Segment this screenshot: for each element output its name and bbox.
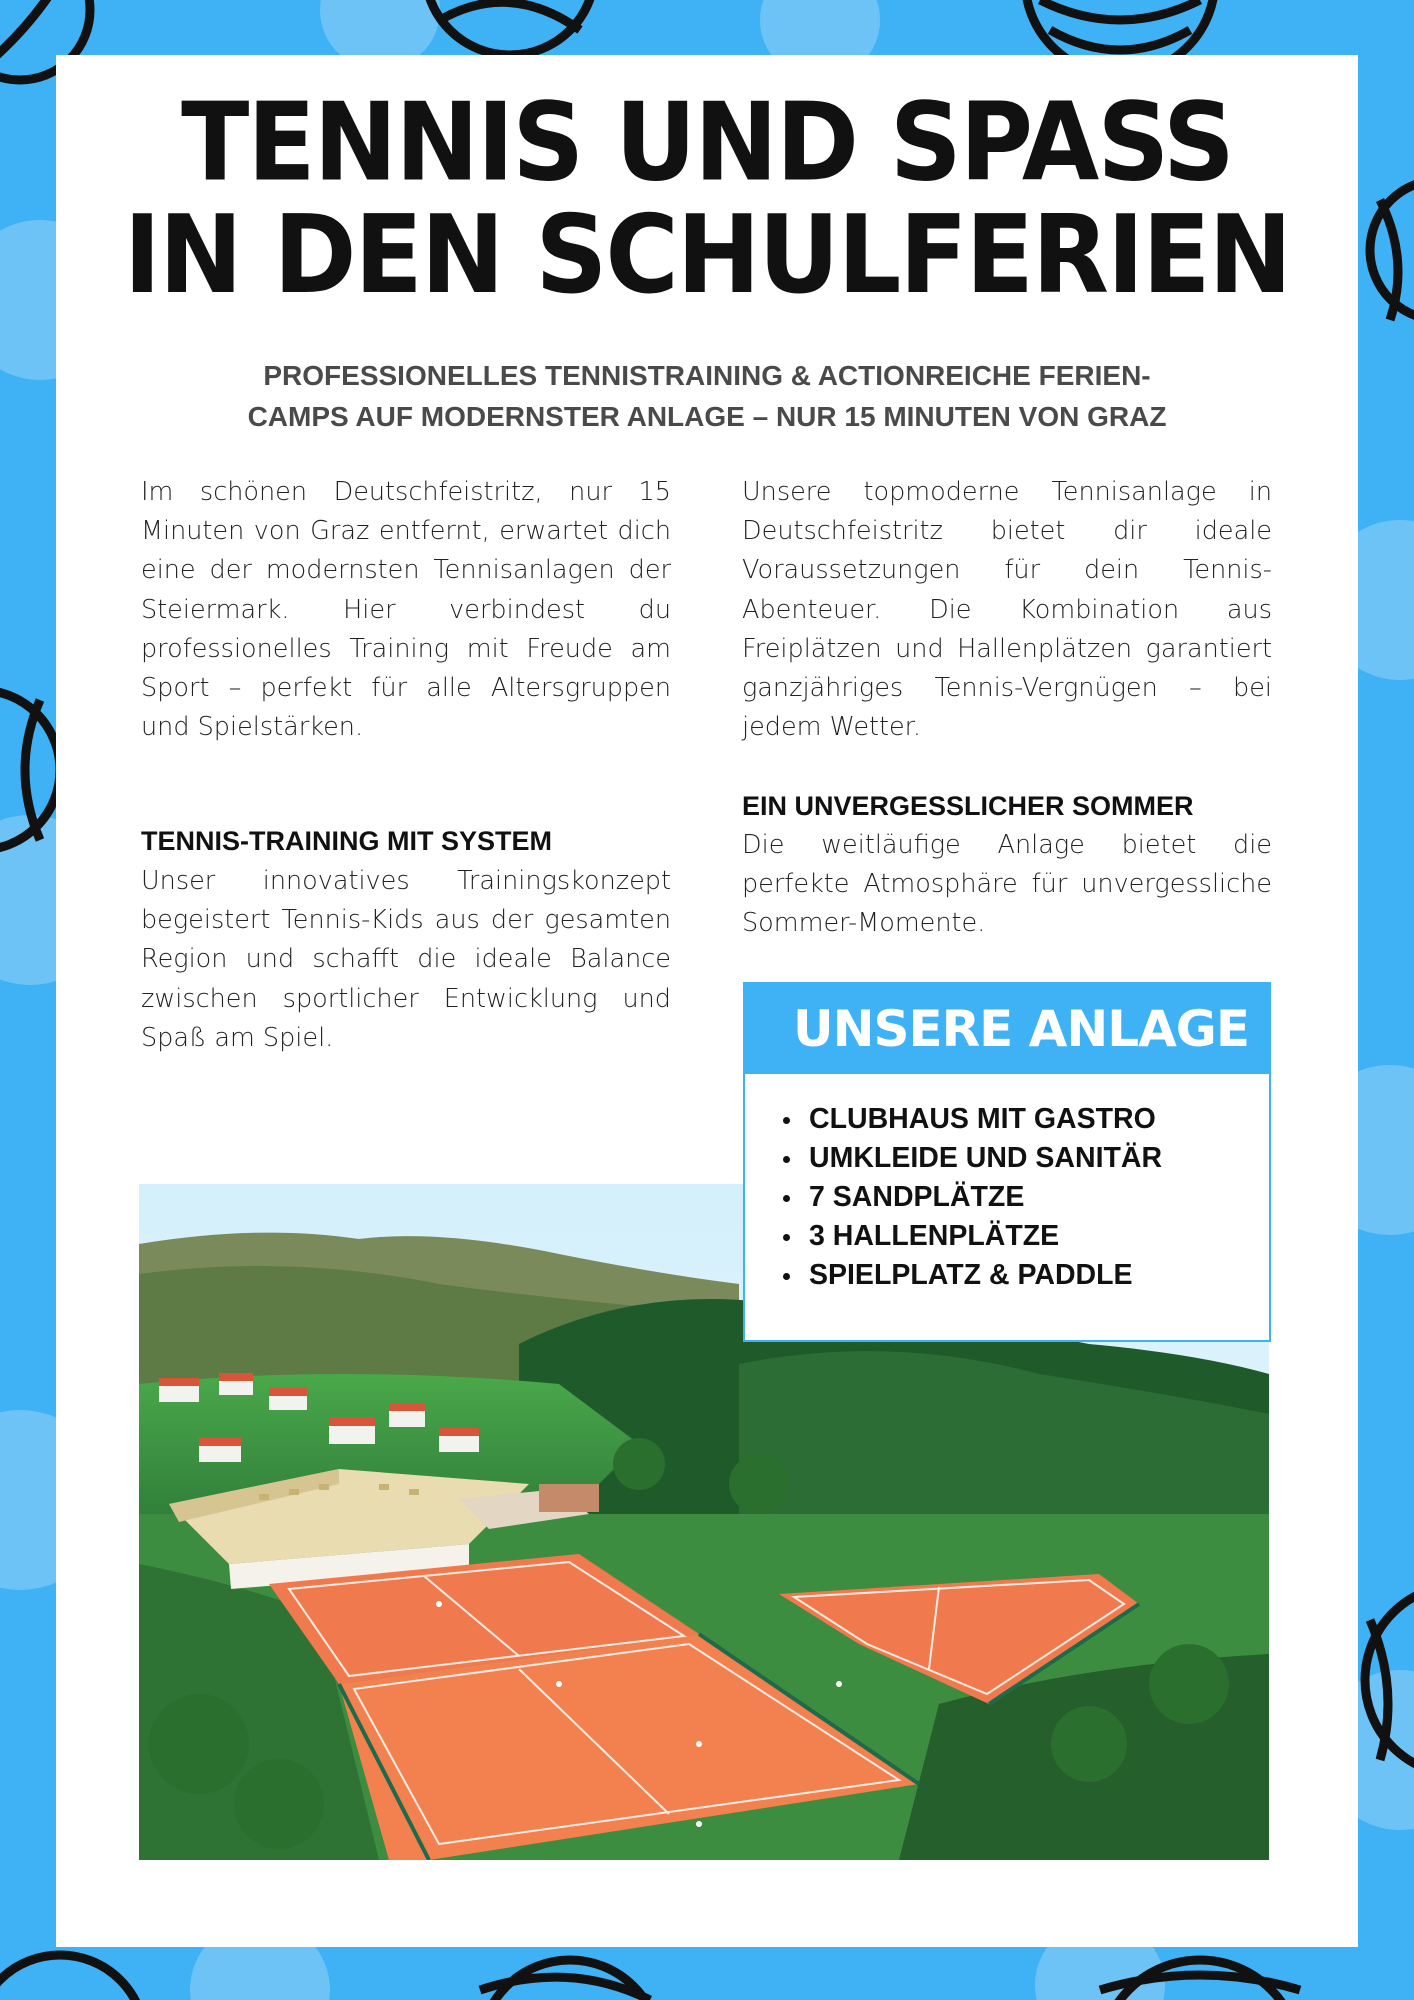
facility-info-box: [743, 982, 1271, 1342]
title-line-1: TENNIS UND SPASS: [181, 79, 1233, 206]
page-subtitle: [150, 355, 1264, 437]
list-item: SPIELPLATZ & PADDLE: [809, 1256, 1269, 1295]
list-item: CLUBHAUS MIT GASTRO: [809, 1100, 1269, 1139]
facility-box-title: UNSERE ANLAGE: [745, 984, 1269, 1074]
sommer-paragraph: Die weitläufige Anlage bietet die perfekte Atmosphäre für unvergessliche Sommer-Momente.: [742, 830, 1272, 939]
left-intro-paragraph: Im schönen Deutschfeistritz, nur 15 Minuten von Graz entfernt, erwartet dich eine der modernsten Tennisanlagen der Steiermark. Hier verbindest du professionelles Training mit Freude am Sport – perfekt für alle Altersgruppen und Spielstärken.: [141, 477, 671, 743]
subtitle-line-2: CAMPS AUF MODERNSTER ANLAGE – NUR 15 MINUTEN VON GRAZ: [247, 401, 1167, 432]
list-item: UMKLEIDE UND SANITÄR: [809, 1139, 1269, 1178]
list-item: 7 SANDPLÄTZE: [809, 1178, 1269, 1217]
section-heading-sommer: EIN UNVERGESSLICHER SOMMER: [742, 791, 1194, 821]
title-line-2: IN DEN SCHULFERIEN: [123, 191, 1291, 318]
training-paragraph: Unser innovatives Trainingskonzept begeistert Tennis-Kids aus der gesamten Region und schafft die ideale Balance zwischen sportlicher Entwicklung und Spaß am Spiel.: [141, 866, 671, 1053]
list-item: 3 HALLENPLÄTZE: [809, 1217, 1269, 1256]
facility-list: [745, 1074, 1269, 1295]
subtitle-line-1: PROFESSIONELLES TENNISTRAINING & ACTIONREICHE FERIEN-: [263, 360, 1151, 391]
page-title: [0, 79, 1414, 318]
section-heading-training: TENNIS-TRAINING MIT SYSTEM: [141, 826, 552, 856]
right-intro-paragraph: Unsere topmoderne Tennisanlage in Deutschfeistritz bietet dir ideale Voraussetzungen für dein Tennis-Abenteuer. Die Kombination aus Freiplätzen und Hallenplätzen garantiert ganzjähriges Tennis-Vergnügen – bei jedem Wetter.: [742, 477, 1272, 743]
